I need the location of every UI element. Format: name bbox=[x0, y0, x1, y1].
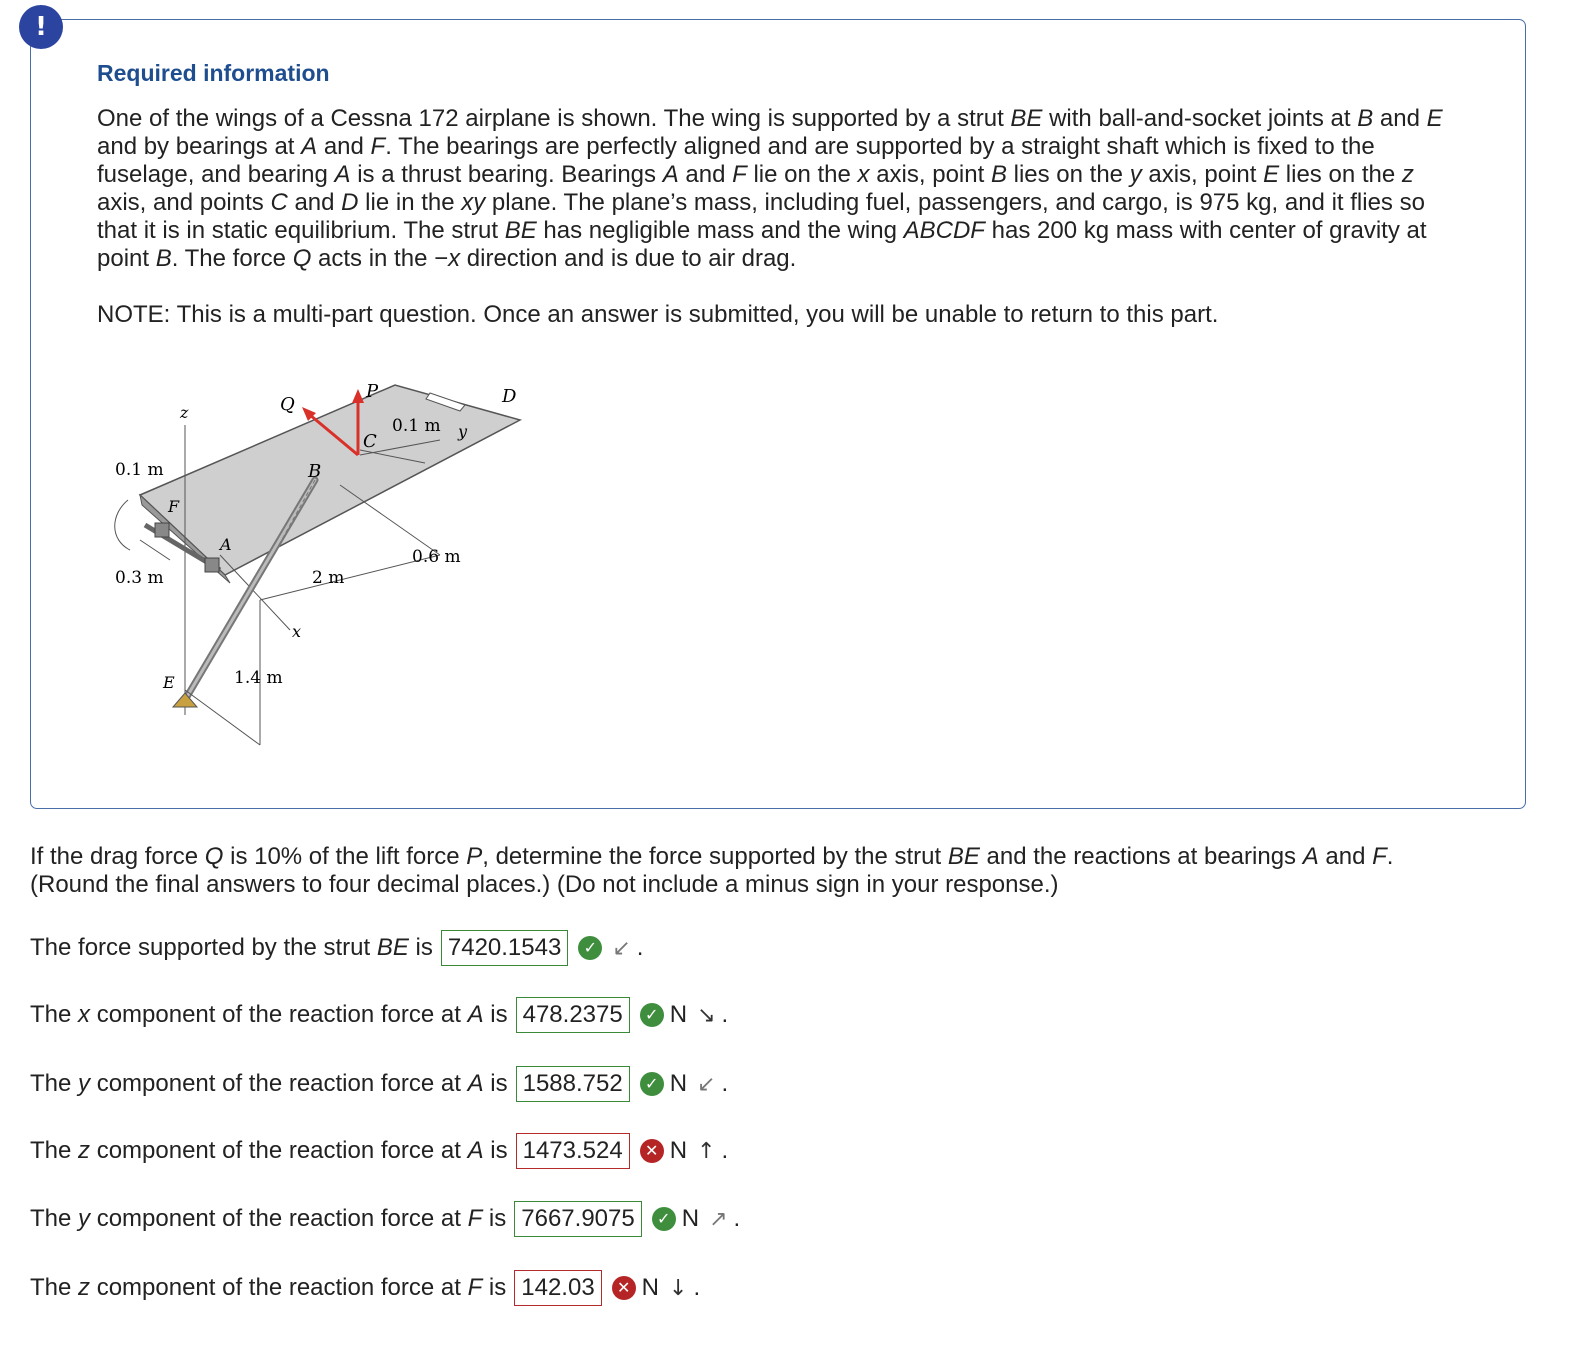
direction-arrow-icon: ↙ bbox=[697, 1071, 716, 1097]
dim-0.6m: 0.6 m bbox=[412, 547, 461, 567]
problem-statement: One of the wings of a Cessna 172 airplane is shown. The wing is supported by a strut BE with ball-and-socket joints at B and E and by bearings at A and F. The bearings are perfectly aligned and are supported by a straight shaft which is fixed to the fuselage, and bearing A is a thrust bearing. Bearings A and F lie on the x axis, point B lies on the y axis, point E lies on the z axis, and points C and D lie in the xy plane. The plane’s mass, including fuel, passengers, and cargo, is 975 kg, and it flies so that it is in static equilibrium. The strut BE has negligible mass and the wing ABCDF has 200 kg mass with center of gravity at point B. The force Q acts in the −x direction and is due to air drag. bbox=[97, 105, 1443, 272]
answer-label: The y component of the reaction force at F is bbox=[30, 1205, 507, 1232]
support-e bbox=[173, 693, 197, 707]
label-d: D bbox=[502, 386, 517, 407]
dim-2m: 2 m bbox=[312, 568, 345, 588]
label-a: A bbox=[220, 535, 232, 554]
period: . bbox=[721, 1001, 729, 1028]
dim-0.1m-top: 0.1 m bbox=[392, 416, 441, 436]
answer-input[interactable]: 1473.524 bbox=[516, 1133, 630, 1169]
unit-label: N bbox=[669, 1001, 688, 1028]
bearing-a bbox=[205, 558, 219, 572]
correct-check-icon: ✓ bbox=[578, 936, 602, 960]
dim-1.4m: 1.4 m bbox=[234, 668, 283, 688]
label-c: C bbox=[363, 431, 377, 452]
label-e: E bbox=[163, 673, 175, 692]
dim-0.1m-left: 0.1 m bbox=[115, 460, 164, 480]
period: . bbox=[721, 1137, 729, 1164]
dim-0.3m: 0.3 m bbox=[115, 568, 164, 588]
answer-input[interactable]: 7667.9075 bbox=[514, 1201, 641, 1237]
incorrect-x-icon: ✕ bbox=[640, 1139, 664, 1163]
label-f: F bbox=[168, 497, 180, 516]
answer-label: The force supported by the strut BE is bbox=[30, 934, 433, 961]
label-b: B bbox=[308, 461, 322, 482]
incorrect-x-icon: ✕ bbox=[612, 1276, 636, 1300]
answer-input[interactable]: 142.03 bbox=[514, 1270, 601, 1306]
label-p: P bbox=[366, 381, 379, 402]
label-q: Q bbox=[280, 394, 295, 415]
answer-row bbox=[30, 1133, 728, 1169]
direction-arrow-icon: ↑ bbox=[697, 1138, 716, 1164]
correct-check-icon: ✓ bbox=[640, 1003, 664, 1027]
force-p-head bbox=[352, 389, 364, 403]
period: . bbox=[693, 1274, 701, 1301]
wing-figure bbox=[70, 345, 540, 765]
direction-arrow-icon: ↘ bbox=[697, 1002, 716, 1028]
label-z: z bbox=[180, 403, 189, 422]
answer-row bbox=[30, 997, 728, 1033]
answer-row bbox=[30, 1201, 740, 1237]
correct-check-icon: ✓ bbox=[640, 1072, 664, 1096]
answer-input[interactable]: 1588.752 bbox=[516, 1066, 630, 1102]
answer-label: The x component of the reaction force at A is bbox=[30, 1001, 508, 1028]
answer-row bbox=[30, 1066, 728, 1102]
multi-part-note: NOTE: This is a multi-part question. Once an answer is submitted, you will be unable to return to this part. bbox=[97, 301, 1219, 328]
dim-06-line bbox=[340, 485, 440, 555]
dim-03-line bbox=[140, 540, 170, 560]
answer-input[interactable]: 7420.1543 bbox=[441, 930, 568, 966]
label-x: x bbox=[292, 622, 302, 641]
question-text: If the drag force Q is 10% of the lift force P, determine the force supported by the strut BE and the reactions at bearings A and F. (Round the final answers to four decimal places.) (Do not include a minus sign in your response.) bbox=[30, 843, 1394, 898]
answer-row bbox=[30, 930, 643, 966]
answer-label: The y component of the reaction force at A is bbox=[30, 1070, 508, 1097]
dim-01-left-line bbox=[115, 500, 130, 550]
unit-label: N bbox=[669, 1137, 688, 1164]
direction-arrow-icon: ↗ bbox=[709, 1206, 728, 1232]
period: . bbox=[733, 1205, 741, 1232]
correct-check-icon: ✓ bbox=[652, 1207, 676, 1231]
answer-row bbox=[30, 1270, 700, 1306]
period: . bbox=[636, 934, 644, 961]
unit-label: N bbox=[681, 1205, 700, 1232]
label-y: y bbox=[458, 422, 468, 441]
bearing-f bbox=[155, 523, 169, 537]
direction-arrow-icon: ↓ bbox=[669, 1275, 688, 1301]
wing-surface bbox=[140, 385, 520, 575]
answer-input[interactable]: 478.2375 bbox=[516, 997, 630, 1033]
direction-arrow-icon: ↙ bbox=[612, 935, 631, 961]
unit-label: N bbox=[641, 1274, 660, 1301]
unit-label: N bbox=[669, 1070, 688, 1097]
alert-icon: ! bbox=[19, 5, 63, 49]
required-info-title: Required information bbox=[97, 60, 330, 86]
answer-label: The z component of the reaction force at A is bbox=[30, 1137, 508, 1164]
period: . bbox=[721, 1070, 729, 1097]
answer-label: The z component of the reaction force at F is bbox=[30, 1274, 507, 1301]
